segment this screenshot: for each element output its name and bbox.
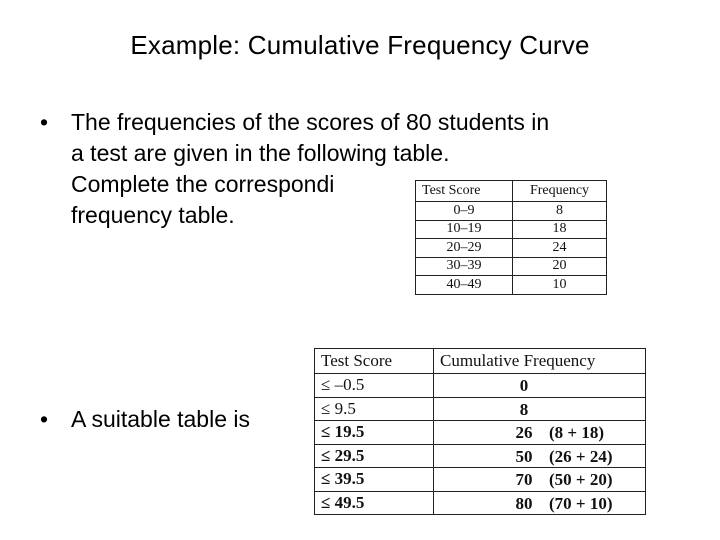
bullet-1-line-4: frequency table. xyxy=(71,202,235,228)
table-row xyxy=(416,239,607,258)
column-header-test-score: Test Score xyxy=(315,349,434,374)
cumulative-frequency-table xyxy=(314,348,646,515)
score-cell: 40–49 xyxy=(416,276,513,295)
table-row xyxy=(416,202,607,221)
column-header-test-score: Test Score xyxy=(416,181,513,202)
cumulative-note: (50 + 20) xyxy=(549,470,613,489)
score-cell: 0–9 xyxy=(416,202,513,221)
bullet-dot: • xyxy=(40,109,49,135)
bullet-dot: • xyxy=(40,406,49,432)
cumulative-cell xyxy=(434,468,646,492)
cumulative-cell xyxy=(434,374,646,398)
table-row xyxy=(315,491,646,515)
cumulative-value: 0 xyxy=(519,376,529,395)
frequency-cell: 20 xyxy=(513,257,607,276)
cumulative-value: 50 xyxy=(515,446,533,466)
cumulative-cell xyxy=(434,491,646,515)
table-row xyxy=(416,257,607,276)
table-row xyxy=(416,276,607,295)
bullet-1-line-3: Complete the correspondi xyxy=(71,171,335,197)
cumulative-note: (70 + 10) xyxy=(549,493,613,513)
table-row xyxy=(315,374,646,398)
column-header-cumulative-frequency: Cumulative Frequency xyxy=(434,349,646,374)
cumulative-value: 80 xyxy=(515,493,533,513)
score-cell: ≤ –0.5 xyxy=(315,374,434,398)
column-header-frequency: Frequency xyxy=(513,181,607,202)
score-cell: 30–39 xyxy=(416,257,513,276)
score-cell: ≤ 39.5 xyxy=(315,468,434,492)
bullet-1-line-2: a test are given in the following table. xyxy=(71,140,450,166)
frequency-table xyxy=(415,180,607,295)
score-cell: ≤ 9.5 xyxy=(315,397,434,421)
table-header-row xyxy=(315,349,646,374)
table-row xyxy=(315,397,646,421)
cumulative-cell xyxy=(434,397,646,421)
cumulative-value: 26 xyxy=(515,423,533,442)
slide-title: Example: Cumulative Frequency Curve xyxy=(130,30,590,60)
table-row xyxy=(315,421,646,445)
score-cell: ≤ 29.5 xyxy=(315,444,434,468)
bullet-point-2 xyxy=(40,404,320,436)
frequency-cell: 24 xyxy=(513,239,607,258)
table-row xyxy=(416,220,607,239)
cumulative-value: 8 xyxy=(519,399,529,419)
bullet-2-text: A suitable table is xyxy=(71,406,251,432)
table-row xyxy=(315,468,646,492)
cumulative-note: (8 + 18) xyxy=(549,423,605,442)
frequency-cell: 10 xyxy=(513,276,607,295)
cumulative-note: (26 + 24) xyxy=(549,446,613,466)
bullet-1-line-1: The frequencies of the scores of 80 students in xyxy=(71,109,550,135)
score-cell: 20–29 xyxy=(416,239,513,258)
table-row xyxy=(315,444,646,468)
table-header-row xyxy=(416,181,607,202)
cumulative-cell xyxy=(434,421,646,445)
frequency-cell: 8 xyxy=(513,202,607,221)
frequency-cell: 18 xyxy=(513,220,607,239)
score-cell: 10–19 xyxy=(416,220,513,239)
score-cell: ≤ 19.5 xyxy=(315,421,434,445)
cumulative-value: 70 xyxy=(515,470,533,489)
score-cell: ≤ 49.5 xyxy=(315,491,434,515)
cumulative-cell xyxy=(434,444,646,468)
